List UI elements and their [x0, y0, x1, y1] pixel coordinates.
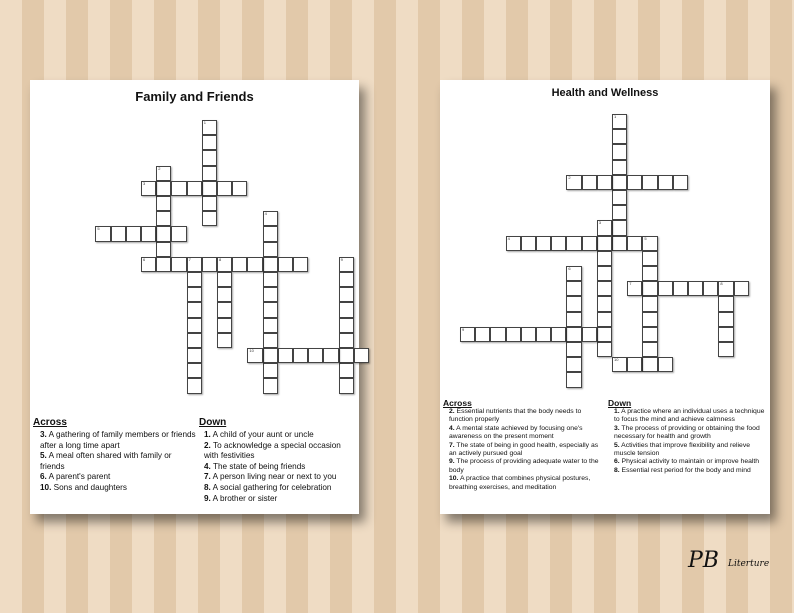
crossword-cell[interactable] — [171, 181, 186, 196]
cell-number: 2 — [158, 165, 161, 171]
cell-number: 4 — [264, 211, 267, 217]
crossword-cell[interactable] — [612, 160, 627, 175]
crossword-cell[interactable] — [642, 251, 657, 266]
crossword-cell[interactable] — [217, 272, 232, 287]
crossword-cell[interactable] — [263, 211, 278, 226]
crossword-cell[interactable] — [308, 348, 323, 363]
crossword-cell[interactable] — [187, 318, 202, 333]
clue-text: The state of being in good health, especially as an actively pursued goal — [449, 441, 599, 458]
crossword-cell[interactable] — [566, 342, 581, 357]
cell-number: 8 — [219, 256, 222, 262]
crossword-cell[interactable] — [156, 211, 171, 226]
crossword-cell[interactable] — [566, 296, 581, 311]
clue-number: 9. — [449, 458, 455, 466]
crossword-cell[interactable] — [551, 236, 566, 251]
crossword-cell[interactable] — [187, 302, 202, 317]
crossword-cell[interactable] — [263, 348, 278, 363]
crossword-cell[interactable] — [202, 196, 217, 211]
crossword-cell[interactable] — [658, 357, 673, 372]
crossword-cell[interactable] — [718, 342, 733, 357]
across-clue — [40, 430, 198, 451]
crossword-cell[interactable] — [597, 175, 612, 190]
across-clue — [449, 458, 605, 475]
clue-text: A practice where an individual uses a technique to focus the mind and achieve calmness — [614, 408, 765, 424]
crossword-cell[interactable] — [597, 251, 612, 266]
clue-text: Essential rest period for the body and mind — [619, 466, 751, 474]
crossword-cell[interactable] — [642, 281, 657, 296]
crossword-cell[interactable] — [278, 348, 293, 363]
crossword-cell[interactable] — [597, 266, 612, 281]
cell-number: 2 — [568, 174, 571, 180]
crossword-cell[interactable] — [612, 175, 627, 190]
clue-text: Sons and daughters — [51, 482, 127, 492]
across-clue — [40, 483, 198, 494]
crossword-cell[interactable] — [202, 120, 217, 135]
clue-number: 4. — [449, 424, 455, 432]
down-clue-list — [204, 430, 356, 504]
crossword-cell[interactable] — [339, 363, 354, 378]
clue-number: 7. — [449, 441, 455, 449]
clue-number: 2. — [449, 408, 455, 415]
crossword-cell[interactable] — [95, 226, 110, 241]
crossword-cell[interactable] — [263, 287, 278, 302]
clue-text: A parent's parent — [46, 472, 111, 482]
crossword-cell[interactable] — [354, 348, 369, 363]
clue-text: Activities that improve flexibility and relieve muscle tension — [614, 441, 751, 458]
crossword-cell[interactable] — [612, 220, 627, 235]
down-clue — [204, 472, 356, 483]
crossword-cell[interactable] — [521, 236, 536, 251]
crossword-cell[interactable] — [323, 348, 338, 363]
crossword-cell[interactable] — [232, 257, 247, 272]
across-clue — [449, 442, 605, 459]
down-clue — [204, 494, 356, 505]
crossword-cell[interactable] — [339, 318, 354, 333]
signature-logo — [688, 548, 778, 578]
crossword-cell[interactable] — [263, 257, 278, 272]
down-clue — [204, 430, 356, 441]
down-clue — [614, 408, 768, 425]
clue-number: 8. — [614, 466, 620, 474]
crossword-cell[interactable] — [582, 236, 597, 251]
crossword-cell[interactable] — [642, 266, 657, 281]
crossword-cell[interactable] — [187, 348, 202, 363]
cell-number: 3 — [143, 180, 146, 186]
crossword-page-health-and-wellness — [440, 80, 770, 514]
crossword-cell[interactable] — [263, 363, 278, 378]
clue-text: A brother or sister — [210, 493, 278, 503]
crossword-cell[interactable] — [217, 333, 232, 348]
crossword-cell[interactable] — [263, 333, 278, 348]
crossword-cell[interactable] — [187, 272, 202, 287]
crossword-cell[interactable] — [566, 327, 581, 342]
crossword-cell[interactable] — [734, 281, 749, 296]
crossword-cell[interactable] — [612, 129, 627, 144]
crossword-cell[interactable] — [566, 266, 581, 281]
crossword-cell[interactable] — [597, 342, 612, 357]
cell-number: 10 — [614, 357, 619, 363]
across-clue — [449, 408, 605, 425]
cell-number: 3 — [598, 220, 602, 226]
crossword-cell[interactable] — [612, 190, 627, 205]
cell-number: 7 — [629, 281, 632, 287]
crossword-cell[interactable] — [506, 327, 521, 342]
down-heading: Down — [608, 398, 632, 408]
crossword-cell[interactable] — [627, 357, 642, 372]
crossword-cell[interactable] — [187, 181, 202, 196]
crossword-cell[interactable] — [187, 363, 202, 378]
clue-number: 6. — [614, 458, 620, 466]
crossword-cell[interactable] — [217, 181, 232, 196]
crossword-cell[interactable] — [612, 236, 627, 251]
across-clue — [449, 425, 605, 442]
crossword-cell[interactable] — [247, 257, 262, 272]
across-clue-list — [40, 430, 198, 494]
crossword-cell[interactable] — [339, 348, 354, 363]
crossword-cell[interactable] — [339, 287, 354, 302]
cell-number: 5 — [97, 226, 100, 232]
clue-text: The process of providing or obtaining the food necessary for health and growth — [614, 424, 760, 441]
crossword-cell[interactable] — [566, 372, 581, 387]
crossword-cell[interactable] — [187, 257, 202, 272]
crossword-cell[interactable] — [278, 257, 293, 272]
crossword-cell[interactable] — [339, 272, 354, 287]
crossword-cell[interactable] — [536, 236, 551, 251]
cell-number: 10 — [249, 348, 254, 353]
cell-number: 6 — [568, 266, 571, 271]
clue-number: 1. — [614, 408, 620, 415]
crossword-cell[interactable] — [642, 327, 657, 342]
crossword-cell[interactable] — [217, 318, 232, 333]
clue-number: 8. — [204, 482, 211, 492]
crossword-cell[interactable] — [718, 327, 733, 342]
crossword-cell[interactable] — [566, 236, 581, 251]
clue-number: 3. — [40, 430, 47, 439]
crossword-cell[interactable] — [263, 318, 278, 333]
clue-text: A child of your aunt or uncle — [210, 430, 314, 439]
crossword-cell[interactable] — [202, 257, 217, 272]
crossword-cell[interactable] — [566, 281, 581, 296]
crossword-cell[interactable] — [202, 181, 217, 196]
crossword-cell[interactable] — [642, 236, 657, 251]
clue-text: A mental state achieved by focusing one's awareness on the present moment — [449, 424, 583, 441]
crossword-cell[interactable] — [718, 281, 733, 296]
crossword-cell[interactable] — [627, 175, 642, 190]
crossword-cell[interactable] — [263, 378, 278, 393]
crossword-cell[interactable] — [673, 281, 688, 296]
crossword-cell[interactable] — [688, 281, 703, 296]
crossword-cell[interactable] — [642, 175, 657, 190]
crossword-cell[interactable] — [612, 114, 627, 129]
crossword-cell[interactable] — [187, 287, 202, 302]
crossword-page-family-and-friends — [30, 80, 359, 514]
crossword-cell[interactable] — [627, 236, 642, 251]
across-clue — [449, 475, 605, 492]
clue-text: A gathering of family members or friends after a long time apart — [40, 430, 196, 450]
crossword-cell[interactable] — [339, 302, 354, 317]
down-heading: Down — [199, 417, 227, 428]
crossword-cell[interactable] — [217, 257, 232, 272]
crossword-cell[interactable] — [339, 333, 354, 348]
crossword-cell[interactable] — [536, 327, 551, 342]
crossword-cell[interactable] — [658, 281, 673, 296]
clue-text: To acknowledge a special occasion with festivities — [204, 440, 341, 461]
clue-number: 4. — [204, 461, 211, 471]
crossword-cell[interactable] — [597, 327, 612, 342]
crossword-cell[interactable] — [263, 226, 278, 241]
crossword-cell[interactable] — [718, 312, 733, 327]
clue-text: Physical activity to maintain or improve health — [619, 458, 760, 466]
signature-initials: PB — [688, 548, 719, 573]
crossword-cell[interactable] — [156, 196, 171, 211]
crossword-cell[interactable] — [642, 357, 657, 372]
down-clue — [204, 483, 356, 494]
crossword-cell[interactable] — [597, 220, 612, 235]
crossword-cell[interactable] — [597, 296, 612, 311]
cell-number: 9 — [340, 256, 343, 262]
crossword-cell[interactable] — [111, 226, 126, 241]
crossword-cell[interactable] — [202, 211, 217, 226]
down-clue — [614, 458, 768, 466]
crossword-cell[interactable] — [187, 333, 202, 348]
cell-number: 1 — [203, 120, 207, 125]
cell-number: 8 — [720, 281, 723, 287]
crossword-cell[interactable] — [171, 226, 186, 241]
across-heading: Across — [33, 417, 67, 428]
crossword-cell[interactable] — [339, 378, 354, 393]
crossword-cell[interactable] — [293, 348, 308, 363]
cell-number: 9 — [462, 326, 465, 332]
down-clue — [614, 442, 768, 459]
crossword-cell[interactable] — [642, 342, 657, 357]
clue-text: A practice that combines physical postures, breathing exercises, and meditation — [449, 475, 591, 491]
down-clue — [614, 467, 768, 475]
cell-number: 1 — [614, 114, 617, 119]
crossword-cell[interactable] — [232, 181, 247, 196]
clue-number: 10. — [449, 475, 459, 483]
across-clue — [40, 451, 198, 472]
page-title: Health and Wellness — [551, 87, 659, 99]
crossword-cell[interactable] — [460, 327, 475, 342]
crossword-cell[interactable] — [156, 181, 171, 196]
clue-text: The process of providing adequate water to the body — [449, 458, 599, 474]
clue-text: A social gathering for celebration — [210, 482, 332, 492]
crossword-cell[interactable] — [566, 312, 581, 327]
crossword-cell[interactable] — [597, 236, 612, 251]
clue-number: 2. — [204, 440, 211, 450]
down-clue — [614, 425, 768, 442]
crossword-cell[interactable] — [263, 242, 278, 257]
crossword-cell[interactable] — [612, 205, 627, 220]
crossword-cell[interactable] — [156, 242, 171, 257]
crossword-cell[interactable] — [339, 257, 354, 272]
clue-number: 5. — [614, 441, 620, 449]
clue-text: Essential nutrients that the body needs to function properly — [449, 408, 582, 424]
crossword-cell[interactable] — [521, 327, 536, 342]
crossword-cell[interactable] — [490, 327, 505, 342]
clue-number: 1. — [204, 430, 211, 439]
cell-number: 7 — [188, 256, 191, 262]
down-clue — [204, 441, 356, 462]
crossword-cell[interactable] — [612, 357, 627, 372]
crossword-cell[interactable] — [582, 327, 597, 342]
crossword-cell[interactable] — [551, 327, 566, 342]
crossword-cell[interactable] — [582, 175, 597, 190]
crossword-cell[interactable] — [217, 302, 232, 317]
crossword-cell[interactable] — [658, 175, 673, 190]
crossword-cell[interactable] — [673, 175, 688, 190]
crossword-cell[interactable] — [263, 272, 278, 287]
crossword-cell[interactable] — [141, 181, 156, 196]
clue-text: A person living near or next to you — [210, 472, 337, 482]
crossword-cell[interactable] — [475, 327, 490, 342]
crossword-cell[interactable] — [202, 135, 217, 150]
signature-text: Literture — [728, 559, 770, 569]
clue-number: 10. — [40, 482, 52, 492]
clue-number: 5. — [40, 451, 47, 461]
crossword-cell[interactable] — [703, 281, 718, 296]
crossword-cell[interactable] — [126, 226, 141, 241]
crossword-cell[interactable] — [642, 296, 657, 311]
crossword-cell[interactable] — [202, 166, 217, 181]
crossword-cell[interactable] — [202, 150, 217, 165]
crossword-cell[interactable] — [597, 312, 612, 327]
across-heading: Across — [443, 398, 472, 408]
crossword-cell[interactable] — [156, 257, 171, 272]
page-title: Family and Friends — [135, 89, 254, 104]
clue-text: A meal often shared with family or friends — [40, 451, 172, 471]
crossword-cell[interactable] — [612, 144, 627, 159]
crossword-cell[interactable] — [566, 175, 581, 190]
clue-number: 7. — [204, 472, 211, 482]
crossword-cell[interactable] — [187, 378, 202, 393]
clue-number: 3. — [614, 424, 620, 432]
crossword-cell[interactable] — [506, 236, 521, 251]
crossword-cell[interactable] — [293, 257, 308, 272]
crossword-cell[interactable] — [156, 166, 171, 181]
clue-text: The state of being friends — [210, 461, 306, 471]
crossword-cell[interactable] — [566, 357, 581, 372]
cell-number: 6 — [143, 256, 146, 262]
cell-number: 4 — [507, 235, 510, 241]
down-clue — [204, 462, 356, 473]
crossword-cell[interactable] — [217, 287, 232, 302]
crossword-cell[interactable] — [718, 296, 733, 311]
across-clue-list — [449, 408, 605, 492]
crossword-cell[interactable] — [597, 281, 612, 296]
across-clue — [40, 472, 198, 483]
crossword-cell[interactable] — [263, 302, 278, 317]
crossword-cell[interactable] — [141, 257, 156, 272]
crossword-cell[interactable] — [642, 312, 657, 327]
clue-number: 9. — [204, 493, 211, 503]
crossword-cell[interactable] — [627, 281, 642, 296]
crossword-cell[interactable] — [171, 257, 186, 272]
crossword-cell[interactable] — [156, 226, 171, 241]
clue-number: 6. — [40, 472, 47, 482]
cell-number: 5 — [644, 235, 647, 241]
crossword-cell[interactable] — [247, 348, 262, 363]
crossword-cell[interactable] — [141, 226, 156, 241]
down-clue-list — [614, 408, 768, 475]
